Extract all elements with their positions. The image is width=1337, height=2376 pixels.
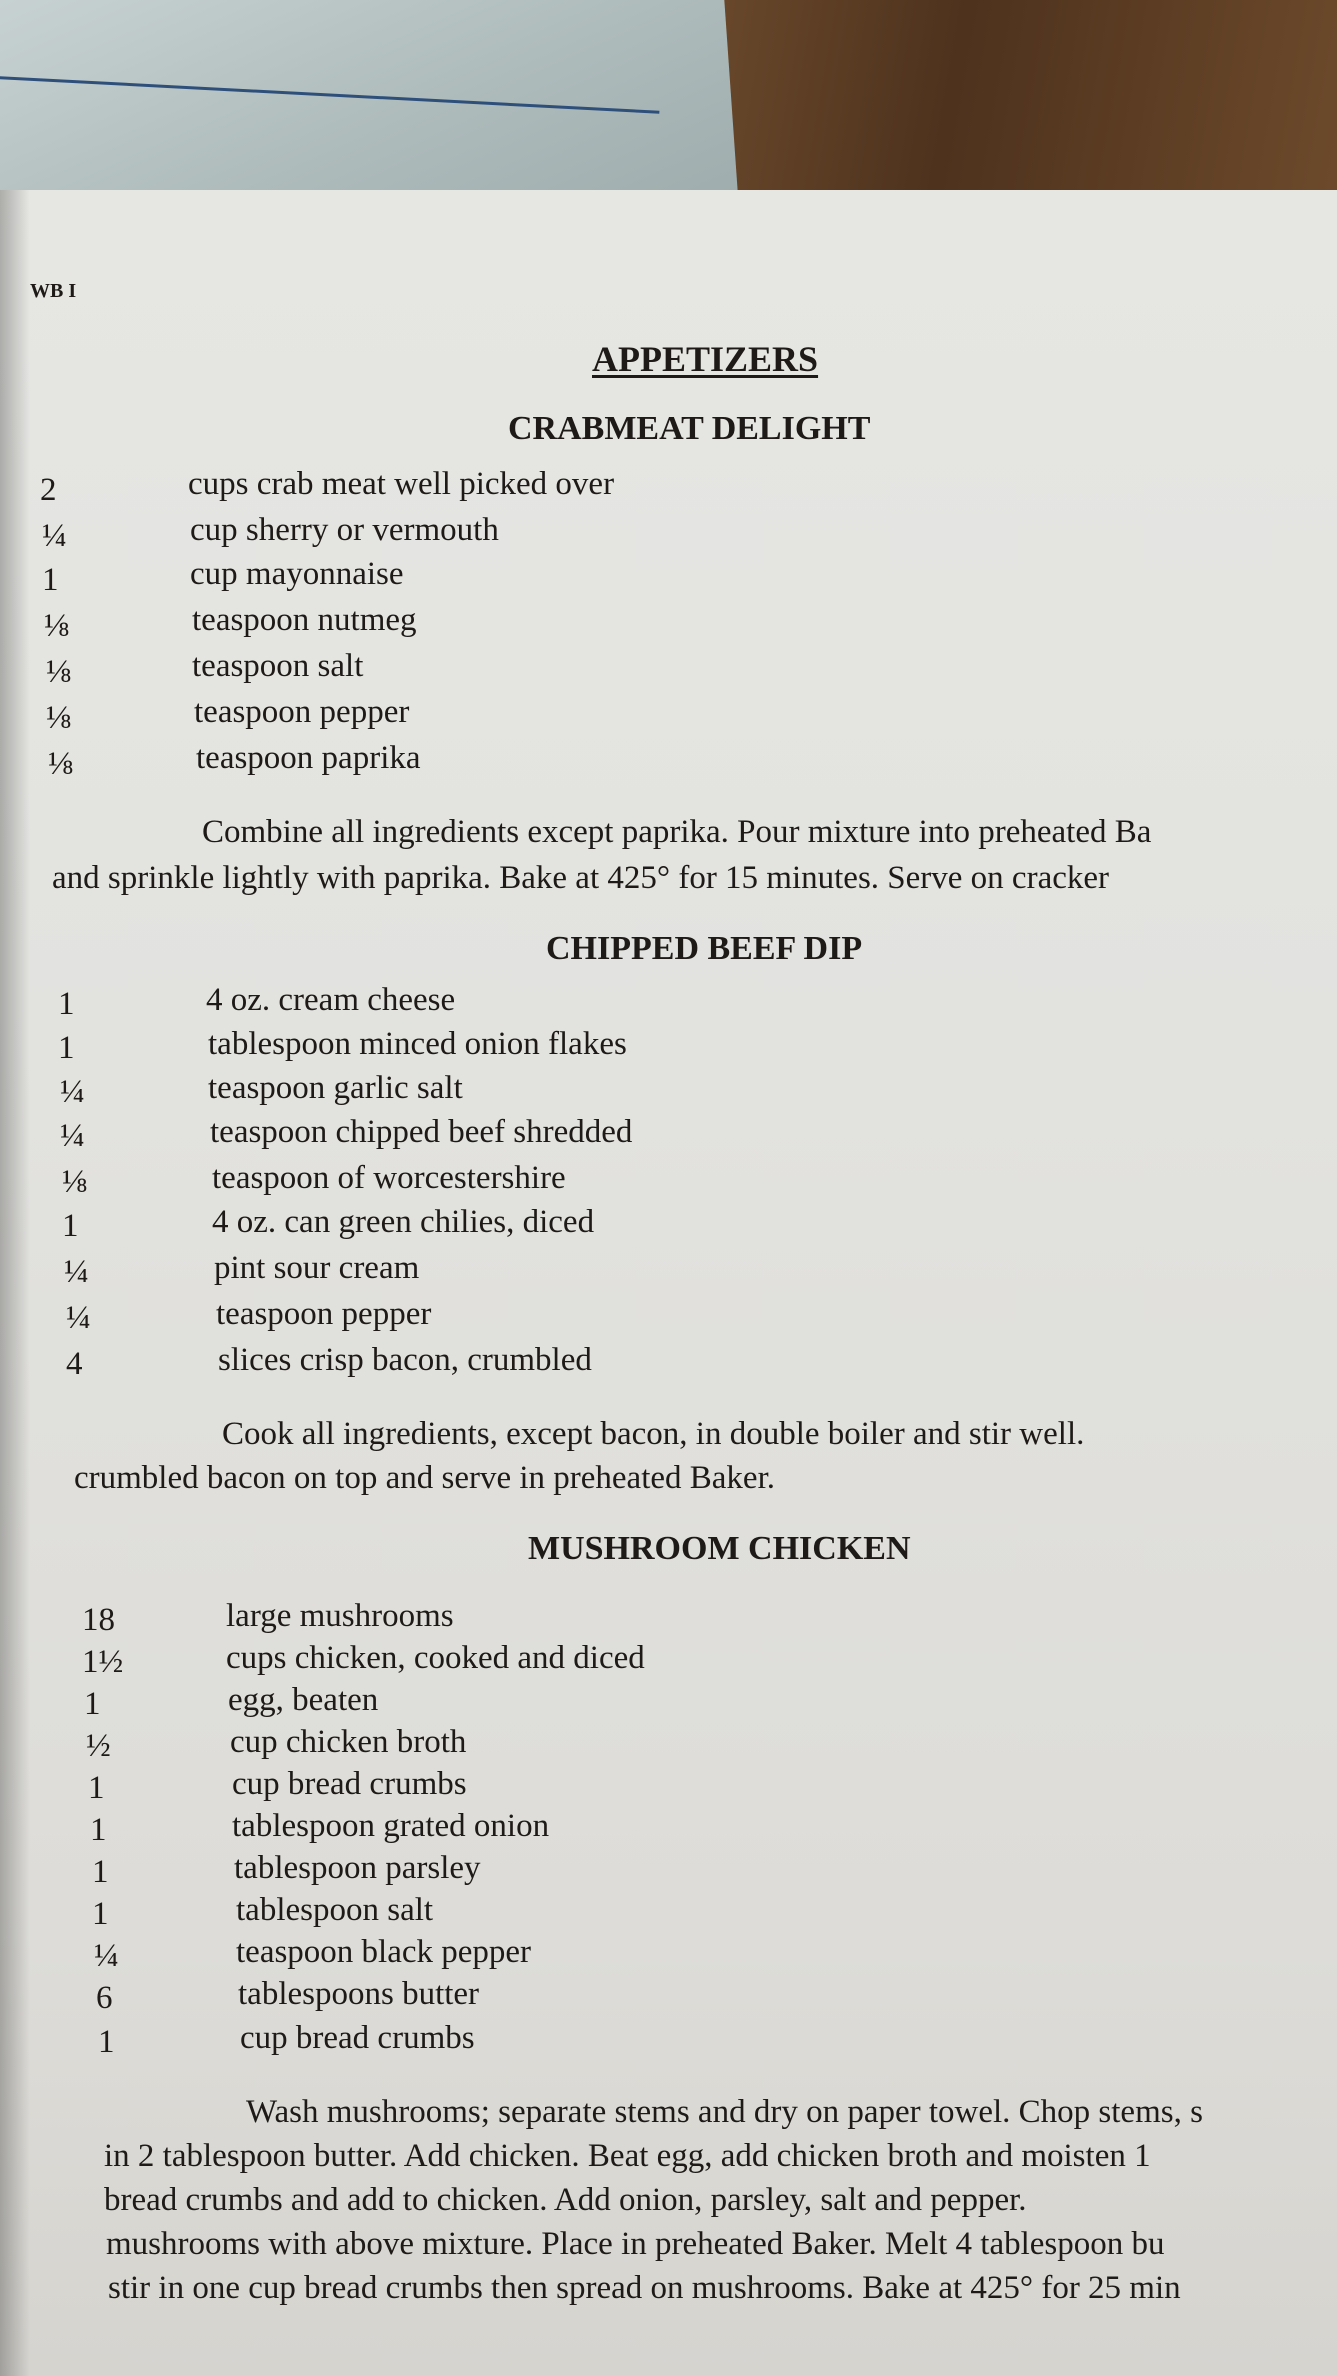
ingredient-qty: ¼ (94, 1938, 119, 1974)
ingredient-qty: ¼ (42, 518, 67, 554)
recipe-page (0, 190, 1337, 2376)
ingredient-qty: 1 (88, 1770, 105, 1806)
ingredient-qty: 1 (92, 1896, 109, 1932)
instruction-line: stir in one cup bread crumbs then spread on mushrooms. Bake at 425° for 25 min (108, 2270, 1181, 2306)
recipe-title-mushroom-chicken: MUSHROOM CHICKEN (528, 1530, 911, 1567)
ingredient-qty: ¼ (64, 1254, 89, 1290)
recipe-title-chipped-beef-dip: CHIPPED BEEF DIP (546, 930, 863, 967)
ingredient-qty: 1½ (82, 1644, 124, 1680)
ingredient-qty: ½ (86, 1728, 111, 1764)
ingredient-item: slices crisp bacon, crumbled (218, 1342, 592, 1378)
page-label: WB I (30, 280, 77, 302)
instruction-line: Combine all ingredients except paprika. Pour mixture into preheated Ba (202, 814, 1152, 850)
ingredient-item: cup bread crumbs (232, 1766, 467, 1802)
instruction-line: Cook all ingredients, except bacon, in double boiler and stir well. (222, 1416, 1085, 1452)
ingredient-item: tablespoons butter (238, 1976, 480, 2012)
ingredient-qty: ⅛ (44, 608, 69, 644)
ingredient-qty: 2 (40, 472, 57, 508)
ingredient-item: teaspoon nutmeg (192, 602, 417, 638)
ingredient-qty: 1 (84, 1686, 101, 1722)
ingredient-qty: 18 (82, 1602, 115, 1638)
ingredient-item: egg, beaten (228, 1682, 379, 1718)
ingredient-item: 4 oz. can green chilies, diced (212, 1204, 595, 1240)
ingredient-qty: 1 (58, 1030, 75, 1066)
ingredient-qty: 1 (98, 2024, 115, 2060)
instruction-line: crumbled bacon on top and serve in preheated Baker. (74, 1460, 775, 1496)
ingredient-item: cup bread crumbs (240, 2020, 475, 2056)
ingredient-qty: 1 (92, 1854, 109, 1890)
ingredient-item: cup chicken broth (230, 1724, 467, 1760)
ingredient-qty: ⅛ (46, 654, 71, 690)
ingredient-qty: ¼ (60, 1074, 85, 1110)
instruction-line: Wash mushrooms; separate stems and dry on paper towel. Chop stems, s (246, 2094, 1203, 2130)
ingredient-qty: ¼ (60, 1118, 85, 1154)
ingredient-item: tablespoon grated onion (232, 1808, 550, 1844)
recipe-title-crabmeat-delight: CRABMEAT DELIGHT (508, 410, 871, 447)
ingredient-item: teaspoon pepper (194, 694, 410, 730)
instruction-line: bread crumbs and add to chicken. Add onion, parsley, salt and pepper. (104, 2182, 1027, 2218)
ingredient-item: cups crab meat well picked over (188, 466, 615, 502)
ingredient-qty: 1 (90, 1812, 107, 1848)
ingredient-item: teaspoon chipped beef shredded (210, 1114, 633, 1150)
ingredient-item: tablespoon minced onion flakes (208, 1026, 627, 1062)
ingredient-item: teaspoon garlic salt (208, 1070, 463, 1106)
card-rule-line (0, 74, 659, 114)
ingredient-qty: ¼ (66, 1300, 91, 1336)
ingredient-item: cups chicken, cooked and diced (226, 1640, 645, 1676)
ingredient-qty: ⅛ (48, 746, 73, 782)
ingredient-item: cup sherry or vermouth (190, 512, 499, 548)
ingredient-item: teaspoon black pepper (236, 1934, 532, 1970)
ingredient-qty: ⅛ (62, 1164, 87, 1200)
ingredient-qty: 1 (58, 986, 75, 1022)
ingredient-item: teaspoon paprika (196, 740, 421, 776)
ingredient-item: tablespoon salt (236, 1892, 434, 1928)
ingredient-qty: 4 (66, 1346, 83, 1382)
instruction-line: in 2 tablespoon butter. Add chicken. Beat egg, add chicken broth and moisten 1 (104, 2138, 1151, 2174)
ingredient-item: teaspoon of worcestershire (212, 1160, 566, 1196)
ingredient-item: 4 oz. cream cheese (206, 982, 456, 1018)
ingredient-qty: 1 (62, 1208, 79, 1244)
instruction-line: and sprinkle lightly with paprika. Bake at 425° for 15 minutes. Serve on cracker (52, 860, 1109, 896)
ingredient-qty: 1 (42, 562, 59, 598)
ingredient-item: tablespoon parsley (234, 1850, 481, 1886)
instruction-line: mushrooms with above mixture. Place in preheated Baker. Melt 4 tablespoon bu (106, 2226, 1165, 2262)
ingredient-qty: ⅛ (46, 700, 71, 736)
ingredient-item: teaspoon pepper (216, 1296, 432, 1332)
section-title: APPETIZERS (592, 339, 819, 379)
ingredient-item: cup mayonnaise (190, 556, 404, 592)
ingredient-item: large mushrooms (226, 1598, 454, 1634)
ingredient-item: pint sour cream (214, 1250, 420, 1286)
ingredient-item: teaspoon salt (192, 648, 364, 684)
ingredient-qty: 6 (96, 1980, 113, 2016)
